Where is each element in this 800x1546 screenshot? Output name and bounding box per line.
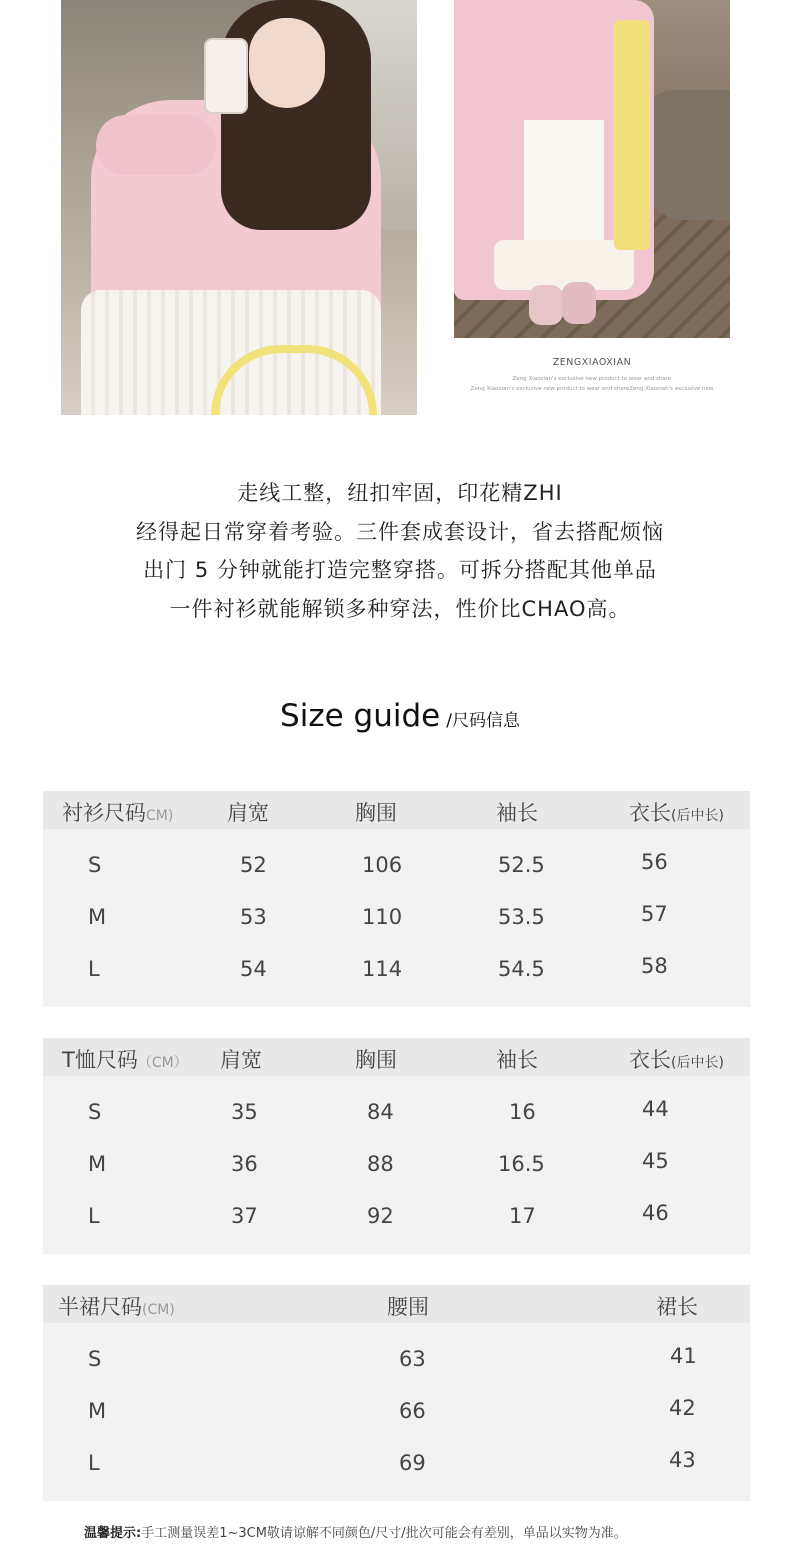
table-label-text: 衬衫尺码 — [62, 801, 146, 825]
photo-phone — [204, 38, 248, 114]
column-header-text: 衣长 — [629, 1048, 671, 1072]
photo-skirt — [494, 240, 634, 290]
size-cell: L — [88, 1204, 100, 1228]
table-cell: 110 — [362, 905, 403, 929]
size-cell: M — [88, 905, 107, 929]
product-photo-left — [61, 0, 417, 415]
table-cell: 92 — [367, 1204, 394, 1228]
table-cell: 16.5 — [498, 1152, 545, 1176]
column-header: 肩宽 — [227, 801, 269, 825]
size-guide-subtitle: /尺码信息 — [446, 711, 520, 731]
unit-label: CM) — [146, 808, 174, 824]
column-header: 胸围 — [355, 801, 397, 825]
skirt-size-table — [43, 1285, 750, 1501]
table-cell: 58 — [641, 954, 668, 978]
description-line: 一件衬衫就能解锁多种穿法，性价比CHAO高。 — [169, 596, 631, 621]
size-cell: S — [88, 1100, 102, 1124]
table-cell: 106 — [362, 853, 403, 877]
column-header-text: 衣长 — [629, 801, 671, 825]
unit-label: (后中长) — [671, 1055, 724, 1071]
table-cell: 42 — [669, 1396, 696, 1420]
column-header: 袖长 — [496, 801, 538, 825]
table-cell: 114 — [362, 957, 403, 981]
table-cell: 53 — [240, 905, 267, 929]
warm-tip-label: 温馨提示: — [84, 1526, 142, 1541]
unit-label: (后中长) — [671, 808, 724, 824]
photo-face — [249, 18, 325, 108]
description-line: 经得起日常穿着考验。三件套成套设计，省去搭配烦恼 — [136, 519, 664, 544]
column-header: 肩宽 — [220, 1048, 262, 1072]
table-cell: 45 — [642, 1149, 669, 1173]
table-label — [62, 1044, 188, 1074]
table-cell: 84 — [367, 1100, 394, 1124]
table-cell: 56 — [641, 850, 668, 874]
size-cell: M — [88, 1399, 107, 1423]
product-description — [0, 474, 800, 628]
brand-tagline: Zeng Xiaoxian's exclusive new product to wear and shareZeng Xiaoxian's exclusive new — [470, 386, 714, 392]
product-photo-right — [454, 0, 730, 338]
table-cell: 66 — [399, 1399, 426, 1423]
table-cell: 57 — [641, 902, 668, 926]
column-header — [629, 797, 724, 827]
photo-shoe — [562, 282, 596, 324]
brand-name: ZENGXIAOXIAN — [552, 357, 632, 368]
size-guide-title: Size guide — [280, 698, 441, 734]
unit-label: （CM） — [137, 1055, 188, 1071]
table-label-text: T恤尺码 — [62, 1048, 138, 1072]
table-cell: 54 — [240, 957, 267, 981]
table-label-text: 半裙尺码 — [58, 1295, 142, 1319]
shirt-size-table — [43, 791, 750, 1007]
table-cell: 69 — [399, 1451, 426, 1475]
table-cell: 46 — [642, 1201, 669, 1225]
unit-label: (CM) — [142, 1302, 175, 1318]
table-cell: 63 — [399, 1347, 426, 1371]
photo-shoe — [529, 285, 563, 325]
table-cell: 54.5 — [498, 957, 545, 981]
photo-rock — [644, 90, 730, 220]
table-cell: 52.5 — [498, 853, 545, 877]
column-header: 腰围 — [387, 1295, 429, 1319]
size-cell: M — [88, 1152, 107, 1176]
brand-tagline: Zeng Xiaoxian's exclusive new product to wear and share — [512, 376, 672, 382]
table-cell: 17 — [509, 1204, 536, 1228]
table-cell: 44 — [642, 1097, 669, 1121]
size-guide-heading — [0, 698, 800, 734]
warm-tip — [84, 1522, 627, 1541]
column-header: 胸围 — [355, 1048, 397, 1072]
table-label — [58, 1291, 175, 1321]
description-line: 出门 5 分钟就能打造完整穿搭。可拆分搭配其他单品 — [143, 558, 657, 582]
table-cell: 35 — [231, 1100, 258, 1124]
table-cell: 53.5 — [498, 905, 545, 929]
table-cell: 36 — [231, 1152, 258, 1176]
size-cell: L — [88, 957, 100, 981]
table-label — [62, 797, 173, 827]
table-cell: 37 — [231, 1204, 258, 1228]
table-cell: 52 — [240, 853, 267, 877]
description-line: 走线工整，纽扣牢固，印花精ZHI — [237, 481, 563, 505]
warm-tip-text: 手工测量误差1~3CM敬请谅解不同颜色/尺寸/批次可能会有差别，单品以实物为准。 — [141, 1526, 627, 1541]
column-header — [629, 1044, 724, 1074]
table-cell: 43 — [669, 1448, 696, 1472]
tee-size-table — [43, 1038, 750, 1254]
column-header: 袖长 — [496, 1048, 538, 1072]
column-header: 裙长 — [656, 1295, 698, 1319]
photo-arm — [96, 115, 216, 175]
photo-bag — [614, 20, 650, 250]
table-cell: 41 — [670, 1344, 697, 1368]
size-cell: L — [88, 1451, 100, 1475]
size-cell: S — [88, 853, 102, 877]
table-cell: 88 — [367, 1152, 394, 1176]
table-cell: 16 — [509, 1100, 536, 1124]
size-cell: S — [88, 1347, 102, 1371]
